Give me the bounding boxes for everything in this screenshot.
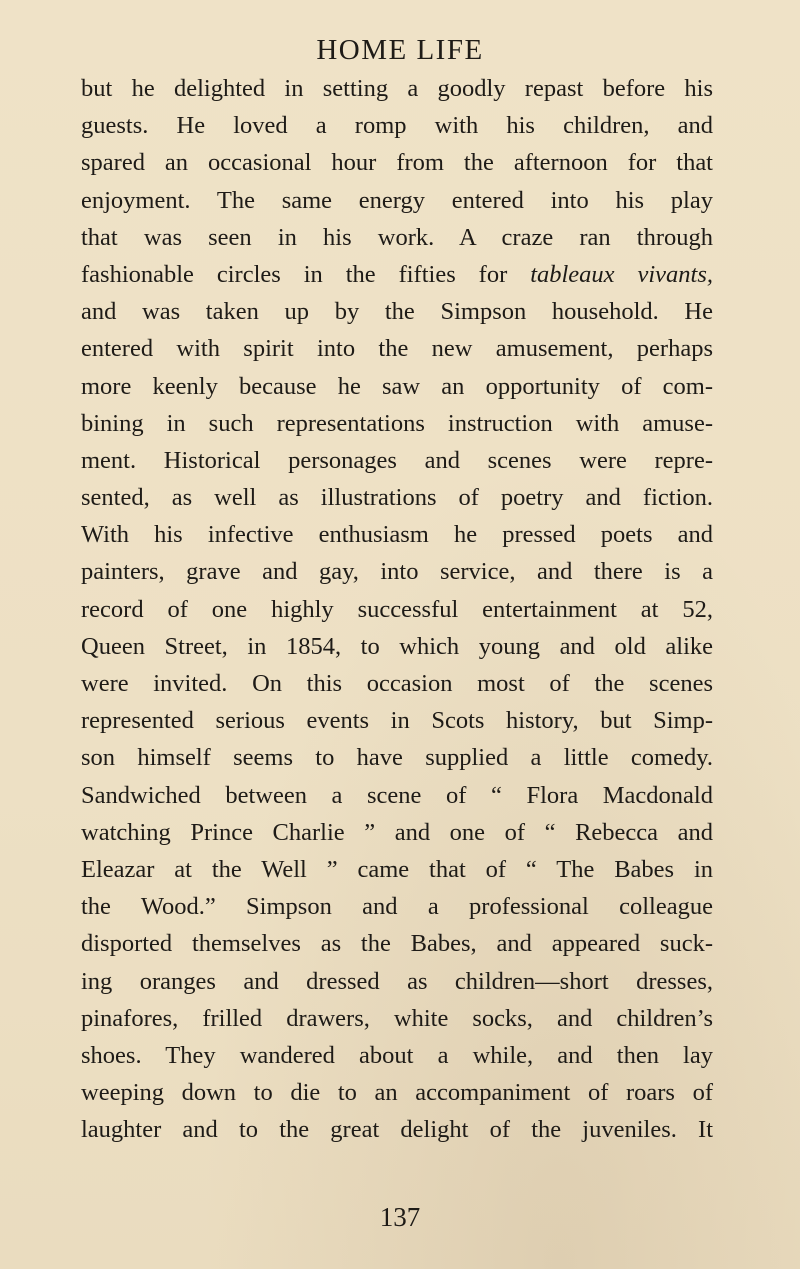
text-line: ing oranges and dressed as children—short dresses, — [81, 967, 713, 995]
text-segment: fashionable circles in the fifties for — [81, 260, 531, 288]
text-line: spared an occasional hour from the afternoon for that — [81, 149, 713, 177]
body-text — [81, 70, 713, 1148]
text-line: entered with spirit into the new amusement, perhaps — [81, 335, 713, 363]
text-line: were invited. On this occasion most of the scenes — [81, 670, 713, 697]
text-line: enjoyment. The same energy entered into his play — [81, 186, 713, 214]
text-line: watching Prince Charlie ” and one of “ Rebecca and — [81, 818, 713, 846]
text-line: disported themselves as the Babes, and appeared suck- — [81, 930, 713, 958]
text-line: that was seen in his work. A craze ran through — [81, 223, 713, 251]
text-line-with-italic — [81, 256, 713, 293]
text-line: painters, grave and gay, into service, and there is a — [81, 558, 713, 586]
running-head: HOME LIFE — [316, 34, 484, 66]
text-line: the Wood.” Simpson and a professional colleague — [81, 893, 713, 921]
text-line: Eleazar at the Well ” came that of “ The Babes in — [81, 855, 713, 883]
italic-phrase: tableaux vivants, — [530, 260, 714, 288]
text-line: weeping down to die to an accompaniment of roars of — [81, 1079, 713, 1107]
text-line: pinafores, frilled drawers, white socks, and children’s — [81, 1004, 713, 1032]
text-line: but he delighted in setting a goodly repast before his — [81, 75, 713, 102]
text-line: Sandwiched between a scene of “ Flora Macdonald — [81, 781, 713, 809]
text-line: son himself seems to have supplied a little comedy. — [81, 744, 713, 772]
text-line: ment. Historical personages and scenes were repre- — [81, 446, 713, 474]
text-line: guests. He loved a romp with his children, and — [81, 112, 713, 140]
text-line: record of one highly successful entertainment at 52, — [81, 595, 713, 623]
text-line: sented, as well as illustrations of poetry and fiction. — [81, 484, 713, 512]
text-line: more keenly because he saw an opportunity of com- — [81, 372, 713, 400]
text-line: laughter and to the great delight of the juveniles. It — [81, 1116, 713, 1144]
text-line: Queen Street, in 1854, to which young and old alike — [81, 632, 713, 660]
page-number: 137 — [379, 1202, 421, 1232]
text-line: represented serious events in Scots history, but Simp- — [81, 707, 713, 735]
text-line: and was taken up by the Simpson household. He — [81, 298, 713, 326]
text-line: bining in such representations instruction with amuse- — [81, 409, 713, 437]
text-line: shoes. They wandered about a while, and then lay — [81, 1041, 713, 1069]
text-line: With his infective enthusiasm he pressed poets and — [81, 521, 713, 549]
